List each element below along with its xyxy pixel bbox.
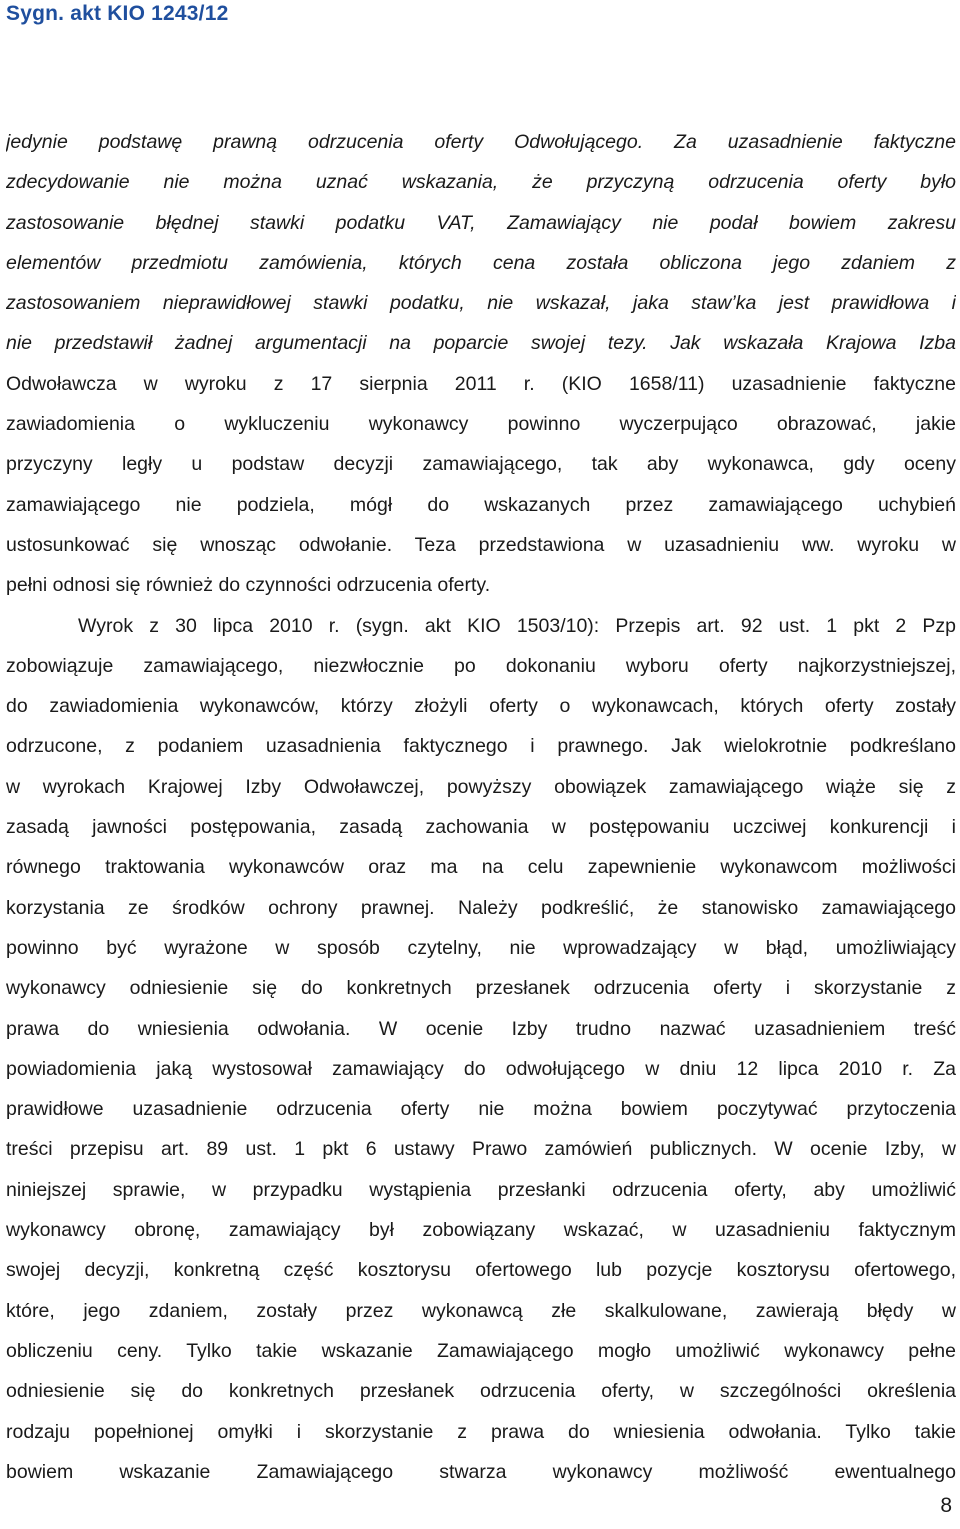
case-reference-header: Sygn. akt KIO 1243/12 [6, 2, 229, 25]
text-line: zawiadomienia o wykluczeniu wykonawcy powinno wyczerpująco obrazować, jakie [6, 413, 956, 436]
document-body [6, 122, 956, 1492]
text-line: powinno być wyrażone w sposób czytelny, nie wprowadzający w błąd, umożliwiający [6, 936, 956, 959]
text-line: zasadą jawności postępowania, zasadą zachowania w postępowaniu uczciwej konkurencji i [6, 816, 956, 839]
text-line: Odwoławcza w wyroku z 17 sierpnia 2011 r. (KIO 1658/11) uzasadnienie faktyczne [6, 372, 956, 395]
text-line: zobowiązuje zamawiającego, niezwłocznie po dokonaniu wyboru oferty najkorzystniejszej, [6, 654, 956, 677]
text-line: rodzaju popełnionej omyłki i skorzystanie z prawa do wniesienia odwołania. Tylko takie [6, 1420, 956, 1443]
text-line: równego traktowania wykonawców oraz ma na celu zapewnienie wykonawcom możliwości [6, 856, 956, 879]
text-line: bowiem wskazanie Zamawiającego stwarza wykonawcy możliwość ewentualnego [6, 1460, 956, 1483]
text-line: nie przedstawił żadnej argumentacji na poparcie swojej tezy. Jak wskazała Krajowa Izba [6, 332, 956, 355]
text-line: które, jego zdaniem, zostały przez wykonawcą złe skalkulowane, zawierają błędy w [6, 1299, 956, 1322]
text-line: korzystania ze środków ochrony prawnej. Należy podkreślić, że stanowisko zamawiającego [6, 896, 956, 919]
text-line: treści przepisu art. 89 ust. 1 pkt 6 ustawy Prawo zamówień publicznych. W ocenie Izby, w [6, 1138, 956, 1161]
text-line: swojej decyzji, konkretną część kosztorysu ofertowego lub pozycje kosztorysu ofertowego, [6, 1259, 956, 1282]
text-line: zastosowanie błędnej stawki podatku VAT, Zamawiający nie podał bowiem zakresu [6, 211, 956, 234]
text-line: odrzucone, z podaniem uzasadnienia faktycznego i prawnego. Jak wielokrotnie podkreślano [6, 735, 956, 758]
text-line: jedynie podstawę prawną odrzucenia oferty Odwołującego. Za uzasadnienie faktyczne [6, 131, 956, 153]
text-line: ustosunkować się wnosząc odwołanie. Teza przedstawiona w uzasadnieniu ww. wyroku w [6, 533, 956, 556]
text-line: zamawiającego nie podziela, mógł do wskazanych przez zamawiającego uchybień [6, 493, 956, 516]
text-line: niniejszej sprawie, w przypadku wystąpienia przesłanki odrzucenia oferty, aby umożliwić [6, 1178, 956, 1201]
text-line: pełni odnosi się również do czynności odrzucenia oferty. [6, 574, 491, 597]
text-line: zdecydowanie nie można uznać wskazania, że przyczyną odrzucenia oferty było [6, 171, 956, 194]
text-line: obliczeniu ceny. Tylko takie wskazanie Zamawiającego mogło umożliwić wykonawcy pełne [6, 1339, 956, 1362]
text-line: prawa do wniesienia odwołania. W ocenie Izby trudno nazwać uzasadnieniem treść [6, 1017, 956, 1040]
text-line: w wyrokach Krajowej Izby Odwoławczej, powyższy obowiązek zamawiającego wiąże się z [6, 775, 956, 798]
text-line: odniesienie się do konkretnych przesłanek odrzucenia oferty, w szczególności określenia [6, 1380, 956, 1403]
text-line: elementów przedmiotu zamówienia, których cena została obliczona jego zdaniem z [6, 251, 956, 274]
text-line: Wyrok z 30 lipca 2010 r. (sygn. akt KIO 1503/10): Przepis art. 92 ust. 1 pkt 2 Pzp [78, 614, 956, 637]
text-line: zastosowaniem nieprawidłowej stawki podatku, nie wskazał, jaka staw’ka jest prawidłowa i [6, 292, 956, 315]
text-line: wykonawcy odniesienie się do konkretnych przesłanek odrzucenia oferty i skorzystanie z [6, 977, 956, 1000]
text-line: przyczyny legły u podstaw decyzji zamawiającego, tak aby wykonawca, gdy oceny [6, 453, 956, 476]
page-number: 8 [940, 1494, 952, 1517]
text-line: wykonawcy obronę, zamawiający był zobowiązany wskazać, w uzasadnieniu faktycznym [6, 1219, 956, 1242]
text-line: powiadomienia jaką wystosował zamawiający do odwołującego w dniu 12 lipca 2010 r. Za [6, 1057, 956, 1080]
text-line: do zawiadomienia wykonawców, którzy złożyli oferty o wykonawcach, których oferty zostały [6, 695, 956, 718]
text-line: prawidłowe uzasadnienie odrzucenia oferty nie można bowiem poczytywać przytoczenia [6, 1098, 956, 1121]
